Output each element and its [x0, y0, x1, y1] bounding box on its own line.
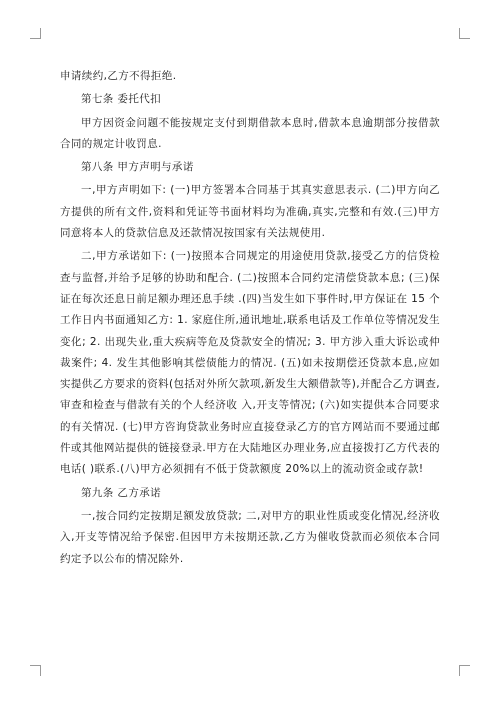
document-body — [60, 66, 440, 572]
article-8-commitment-paragraph: 二,甲方承诺如下: (一)按照本合同规定的用途使用贷款,接受乙方的信贷检查与监督,并给予足够的协助和配合. (二)按照本合同约定清偿贷款本息; (三)保证在每次还息日前足额办理还息手续 .(四)当发生如下事件时,甲方保证在 15 个工作日内书面通知乙方: 1. 家庭住所,通讯地址,联系电话及工作单位等情况发生变化; 2. 出现失业,重大疾病等危及贷款安全的情况; 3. 甲方涉入重大诉讼或仲裁案件; 4. 发生其他影响其偿债能力的情况. (五)如未按期偿还贷款本息,应如实提供乙方要求的资料(包括对外所欠款项,新发生大额借款等),并配合乙方调查,审查和检查与借款有关的个人经济收 入,开支等情况; (六)如实提供本合同要求的有关情况. (七)甲方咨询贷款业务时应直接登录乙方的官方网站而不要通过邮件或其他网站提供的链接登录.甲方在大陆地区办理业务,应直接拨打乙方代表的电话( )联系.(八)甲方必须拥有不低于贷款额度 20%以上的流动资金或存款! — [60, 250, 440, 476]
article-7-heading: 第七条 委托代扣 — [81, 93, 162, 106]
article-7-paragraph: 甲方因资金问题不能按规定支付到期借款本息时,借款本息逾期部分按借款合同的规定计收罚息. — [60, 116, 440, 150]
article-9-heading: 第九条 乙方承诺 — [81, 486, 162, 499]
article-8-heading: 第八条 甲方声明与承诺 — [81, 161, 194, 174]
article-9-paragraph: 一,按合同约定按期足额发放贷款; 二,对甲方的职业性质或变化情况,经济收入,开支等情况给予保密.但因甲方未按期还款,乙方为催收贷款而必须依本合同约定予以公布的情况除外. — [60, 509, 440, 565]
crop-mark-bottom-right — [459, 665, 470, 676]
crop-mark-top-left — [30, 28, 41, 39]
crop-mark-top-right — [459, 28, 470, 39]
crop-mark-bottom-left — [30, 665, 41, 676]
article-8-declaration-paragraph: 一,甲方声明如下: (一)甲方签署本合同基于其真实意思表示. (二)甲方向乙方提供的所有文件,资料和凭证等书面材料均为准确,真实,完整和有效.(三)甲方同意将本人的贷款信息及还款情况按国家有关法规使用. — [60, 184, 440, 240]
paragraph-continuation: 申请续约,乙方不得拒绝. — [60, 70, 177, 82]
